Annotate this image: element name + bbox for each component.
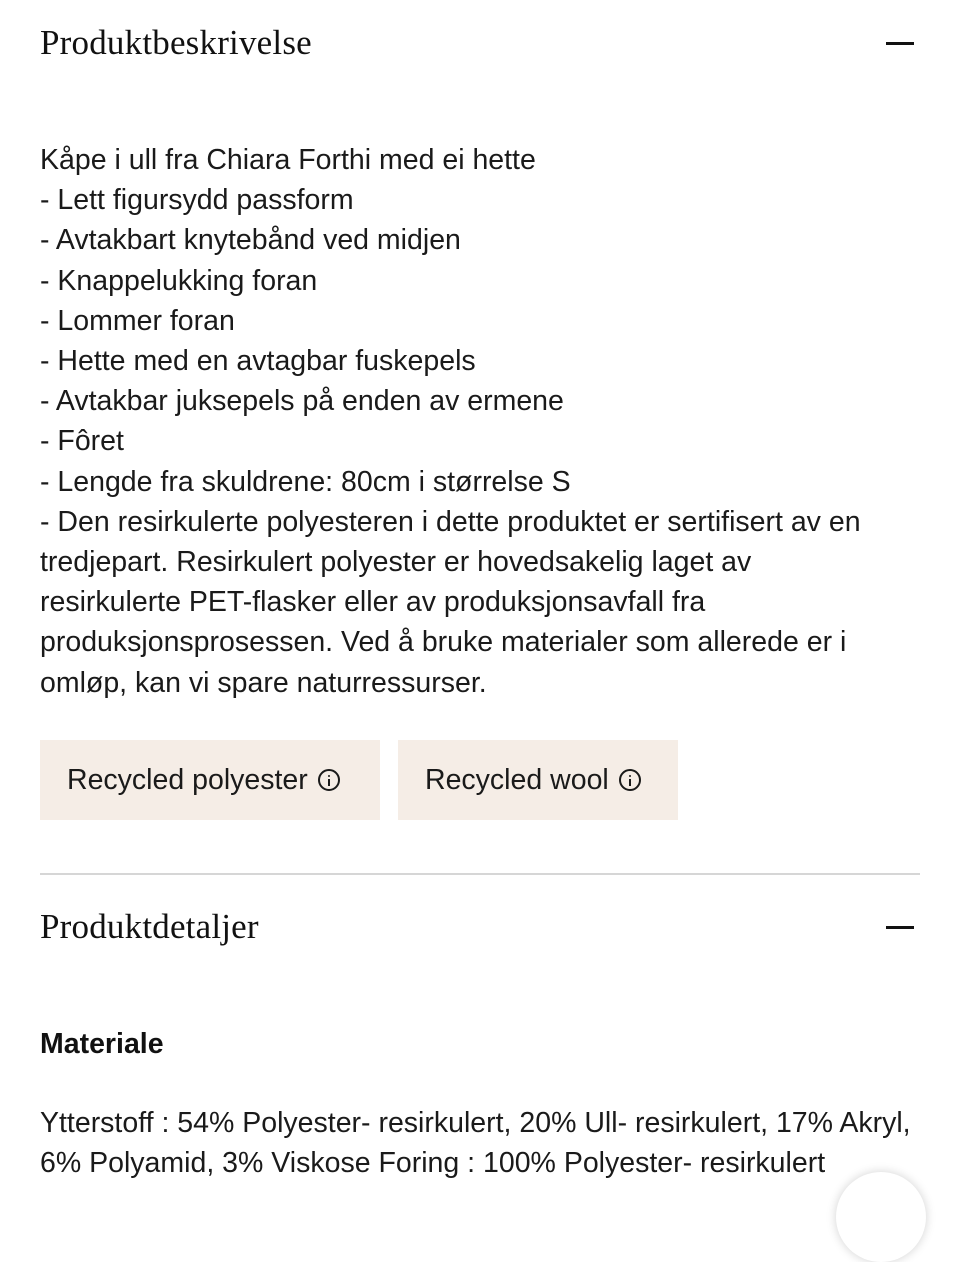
description-line: produksjonsprosessen. Ved å bruke materialer som allerede er i <box>40 626 847 659</box>
description-line: - Avtakbar juksepels på enden av ermene <box>40 385 564 418</box>
sustainability-tags <box>40 740 678 820</box>
product-details-header[interactable] <box>40 902 920 952</box>
info-icon[interactable] <box>619 769 641 791</box>
description-line: - Hette med en avtagbar fuskepels <box>40 345 476 378</box>
minus-icon[interactable] <box>884 27 916 59</box>
tag-label: Recycled polyester <box>67 763 308 796</box>
product-description-title: Produktbeskrivelse <box>40 23 312 62</box>
product-description-text <box>40 140 920 703</box>
info-icon[interactable] <box>318 769 340 791</box>
material-line: 6% Polyamid, 3% Viskose Foring : 100% Polyester- resirkulert <box>40 1147 826 1180</box>
product-description-header[interactable] <box>40 18 920 68</box>
minus-icon[interactable] <box>884 911 916 943</box>
description-line: - Lett figursydd passform <box>40 184 354 217</box>
description-line: - Den resirkulerte polyesteren i dette produktet er sertifisert av en <box>40 505 861 538</box>
description-line: - Fôret <box>40 425 124 458</box>
section-divider <box>40 873 920 875</box>
tag-label: Recycled wool <box>425 763 609 796</box>
description-line: omløp, kan vi spare naturressurser. <box>40 666 487 699</box>
recycled-wool-tag[interactable] <box>398 740 678 820</box>
description-line: - Lommer foran <box>40 304 235 337</box>
recycled-polyester-tag[interactable] <box>40 740 380 820</box>
description-line: resirkulerte PET-flasker eller av produksjonsavfall fra <box>40 586 706 619</box>
product-details-title: Produktdetaljer <box>40 907 259 946</box>
description-line: - Avtakbart knytebånd ved midjen <box>40 224 461 257</box>
description-line: - Lengde fra skuldrene: 80cm i størrelse S <box>40 465 571 498</box>
description-line: - Knappelukking foran <box>40 264 318 297</box>
description-line: Kåpe i ull fra Chiara Forthi med ei hette <box>40 144 536 176</box>
material-heading: Materiale <box>40 1028 164 1060</box>
material-line: Ytterstoff : 54% Polyester- resirkulert, 20% Ull- resirkulert, 17% Akryl, <box>40 1107 911 1139</box>
description-line: tredjepart. Resirkulert polyester er hovedsakelig laget av <box>40 546 752 579</box>
floating-action-button[interactable] <box>836 1172 926 1262</box>
material-composition <box>40 1103 920 1183</box>
